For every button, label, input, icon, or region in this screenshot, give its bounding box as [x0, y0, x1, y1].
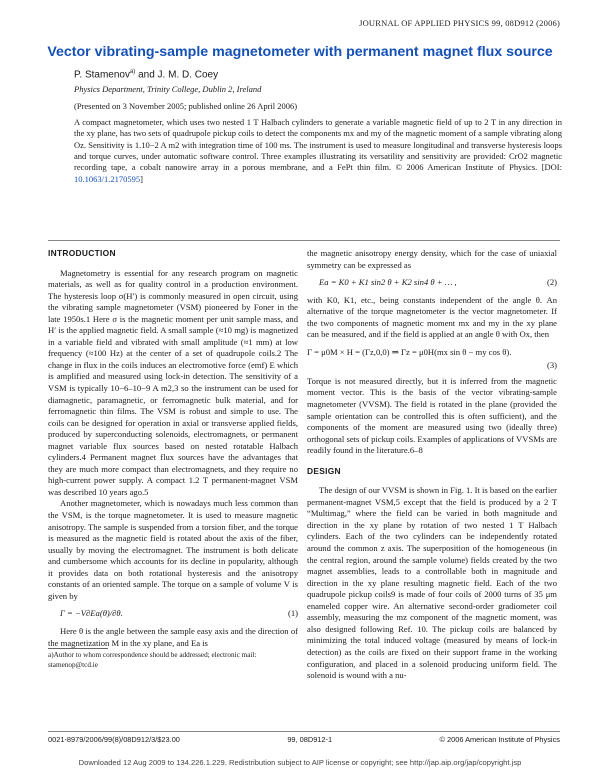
footer-copyright: © 2006 American Institute of Physics [439, 735, 560, 744]
intro-paragraph-1: Magnetometry is essential for any research program on magnetic materials, as well as for quality control in a production environment. The hysteresis loop σ(H′) is commonly measured in open circuit, using the vibrating sample magnetometer (VSM) pioneered by Foner in the late 1950s.1 Here σ is the magnetic moment per unit sample mass, and H′ is the applied magnetic field. A small sample (≈10 mg) is magnetized in a variable field and vibrated with small amplitude (≈1 mm) at low frequency (≈100 Hz) at the center of a set of quadrupole coils.2 The change in flux in the coils induces an electromotive force (emf) E which is amplified and measured using lock-in detection. The sensitivity of a VSM is typically 10−6–10−9 A m2,3 so the instrument can be used for diamagnetic, paramagnetic, or ferromagnetic bulk material, and for ferromagnetic thin films. The VSM is robust and simple to use. The coils can be designed for operation in axial or transverse applied fields, produced by superconducting solenoids, electromagnets, or permanent magnet variable flux sources based on nested rotatable Halbach cylinders.4 Permanent magnet flux sources have the advantages that they are much more compact than electromagnets, and they require no high-current power supply. A compact 1.2 T permanent-magnet VSM was described 10 years ago.5 [48, 267, 298, 497]
equation-1-number: (1) [287, 608, 298, 619]
abstract-text: A compact magnetometer, which uses two nested 1 T Halbach cylinders to generate a variable magnetic field of up to 2 T in any direction in the xy plane, has two sets of quadrupole pickup coils to detect the components mx and my of the magnetic moment of a sample vibrating along Oz. Sensitivity is 1.10−2 A m2 with integration time of 100 ms. The instrument is used to measure longitudinal and transverse hysteresis loops and torque curves, under automatic software control. Three examples illustrating its versatility and sensitivity are provided: CrO2 magnetic recording tape, a cobalt nanowire array in a porous membrane, and a FePt thin film. © 2006 American Institute of Physics. [DOI: [74, 117, 562, 173]
left-column [48, 248, 298, 649]
author-secondary: and J. M. D. Coey [135, 69, 219, 81]
running-head: JOURNAL OF APPLIED PHYSICS 99, 08D912 (2006) [359, 18, 560, 28]
abstract-end: ] [140, 173, 143, 184]
doi-link[interactable]: 10.1063/1.2170595 [74, 173, 141, 184]
download-notice: Downloaded 12 Aug 2009 to 134.226.1.229. Redistribution subject to AIP license or copyright; see http://jap.aip.org/jap/copyright.jsp [78, 758, 522, 767]
intro-paragraph-2: Another magnetometer, which is nowadays much less common than the VSM, is the torque magnetometer. It is used to measure magnetic anisotropy. The sample is suspended from a torsion fiber, and the torque is measured as the magnetic field is rotated about the axis of the fiber, usually by moving the electromagnet. The instrument is both delicate and cumbersome which accounts for its decline in popularity, although it provides data on both rotational hysteresis and the anisotropy constants of an oriented sample. The torque on a sample of volume V is given by [48, 498, 298, 601]
abstract-divider [48, 240, 560, 241]
footer-page: 99, 08D912-1 [287, 735, 333, 744]
design-paragraph: The design of our VVSM is shown in Fig. 1. It is based on the earlier permanent-magnet VSM,5 except that the field is produced by a 2 T “Multimag,” where the field can be varied in both magnitude and direction in the xy plane by rotation of two nested 1 T Halbach cylinders. Each of the two cylinders can be independently rotated around the common z axis. The superposition of the homogeneous (in the central region, around the sample volume) fields created by the two magnet assemblies, leads to a controllable both in magnitude and direction in the xy plane resulting magnetic field. Each of the two quadrupole pickup coils9 is made of four coils of 2000 turns of 35 μm enameled copper wire. An alternative second-order gradiometer coil assembly, measuring the mz component of the magnetic moment, was also designed following Ref. 10. The pickup coils are balanced by minimizing the total induced voltage (measured by means of lock-in detection) as the coils are fixed on their support frame in the working configuration, and placed in a solenoid producing uniform field. The solenoid is wound with a nu- [307, 485, 557, 681]
author-footnote-marker: a) [129, 69, 136, 75]
intro-paragraph-3: Here θ is the angle between the sample easy axis and the direction of the magnetization M in the xy plane, and Ea is [48, 625, 298, 648]
design-heading: DESIGN [307, 465, 341, 476]
paper-title: Vector vibrating-sample magnetometer with permanent magnet flux source [47, 44, 553, 60]
right-paragraph-1: the magnetic anisotropy energy density, which for the case of uniaxial symmetry can be expressed as [307, 248, 557, 270]
page-footer [48, 735, 560, 744]
equation-2-body: Ea = K0 + K1 sin2 θ + K2 sin4 θ + … , [319, 277, 457, 288]
authors [74, 69, 218, 80]
equation-2 [307, 277, 557, 289]
equation-1 [48, 608, 298, 620]
equation-3 [307, 347, 557, 359]
equation-3-body: Γ = μ0M × H = (Γz,0,0) ⇒ Γz = μ0H(mx sin θ − my cos θ). [307, 346, 512, 357]
right-paragraph-2: with K0, K1, etc., being constants independent of the angle θ. An alternative of the torque magnetometer is the vector magnetometer. If the two components of magnetic moment mx and my in the xy plane can be measured, and if the field is applied at an angle θ with Ox, then [307, 294, 557, 340]
affiliation: Physics Department, Trinity College, Dublin 2, Ireland [74, 84, 262, 94]
equation-1-body: Γ = −V∂Ea(θ)/∂θ. [60, 608, 123, 619]
footnote: a)Author to whom correspondence should be addressed; electronic mail: stamenop@tcd.ie [48, 651, 257, 669]
abstract [74, 117, 562, 185]
equation-2-number: (2) [546, 277, 557, 288]
intro-heading: INTRODUCTION [48, 248, 116, 258]
publication-dates: (Presented on 3 November 2005; published online 26 April 2006) [74, 101, 298, 111]
footer-divider [48, 731, 560, 732]
author-primary: P. Stamenov [74, 69, 130, 81]
right-paragraph-3: Torque is not measured directly, but it is inferred from the magnetic moment vector. This is the basis of the vector vibrating-sample magnetometer (VVSM). The field is rotated in the plane (provided the sample orientation can be controlled this is often sufficient), and the components of the moment are measured using two (ideally three) orthogonal sets of pickup coils. Examples of applications of VVSMs are readily found in the literature.6–8 [307, 375, 557, 456]
right-column [307, 248, 557, 682]
equation-3-number: (3) [546, 360, 557, 371]
footer-issn: 0021-8979/2006/99(8)/08D912/3/$23.00 [48, 735, 180, 744]
footnote-divider [48, 648, 108, 649]
